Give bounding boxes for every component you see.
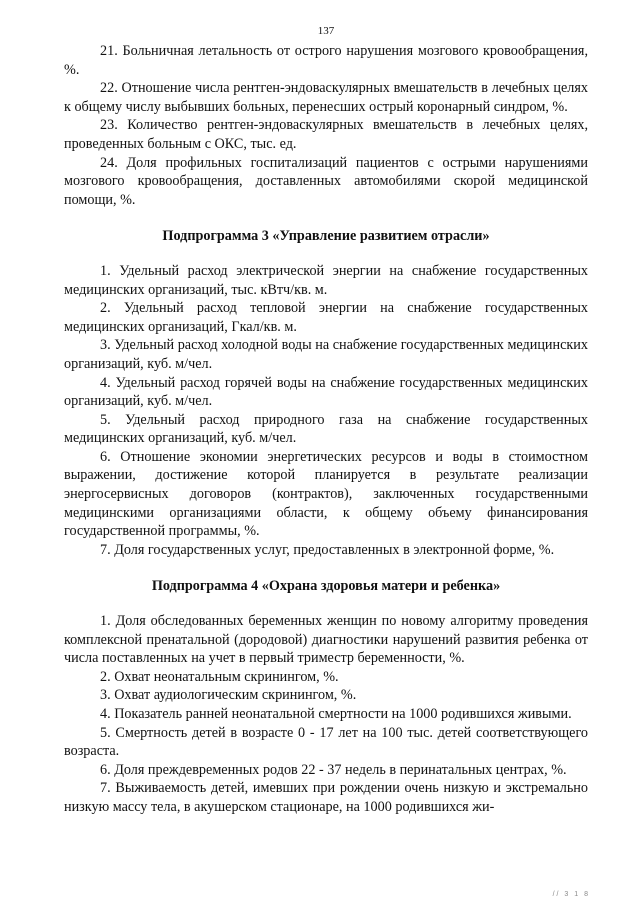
list-item: 4. Показатель ранней неонатальной смертности на 1000 родившихся живыми. bbox=[100, 706, 572, 722]
list-item: 3. Удельный расход холодной воды на снабжение государственных медицинских организаций, куб. м/чел. bbox=[64, 337, 588, 372]
document-page bbox=[64, 24, 588, 817]
list-item: 24. Доля профильных госпитализаций пациентов с острыми нарушениями мозгового кровообращения, доставленных автомобилями скорой медицинской помощи, %. bbox=[64, 154, 588, 208]
list-item: 23. Количество рентген-эндоваскулярных вмешательств в лечебных целях, проведенных больным с ОКС, тыс. ед. bbox=[64, 117, 588, 152]
list-item: 7. Выживаемость детей, имевших при рождении очень низкую и экстремально низкую массу тела, в акушерском стационаре, на 1000 родившихся жи- bbox=[64, 780, 588, 815]
list-item: 3. Охват аудиологическим скринингом, %. bbox=[100, 687, 357, 704]
spacer bbox=[64, 209, 588, 227]
list-item: 1. Доля обследованных беременных женщин по новому алгоритму проведения комплексной пренатальной (дородовой) диагностики нарушений развития ребенка от числа поставленных на учет в первый триместр беременности, %. bbox=[64, 613, 588, 667]
page-number: 137 bbox=[317, 25, 335, 37]
spacer bbox=[64, 596, 588, 612]
list-item: 2. Охват неонатальным скринингом, %. bbox=[100, 668, 339, 685]
list-item: 4. Удельный расход горячей воды на снабжение государственных медицинских организаций, куб. м/чел. bbox=[64, 374, 588, 410]
section-heading-subprogram-4: Подпрограмма 4 «Охрана здоровья матери и ребенка» bbox=[151, 578, 501, 595]
list-item: 6. Доля преждевременных родов 22 - 37 недель в перинатальных центрах, %. bbox=[100, 761, 567, 778]
list-item: 2. Удельный расход тепловой энергии на снабжение государственных медицинских организаций, Гкал/кв. м. bbox=[64, 300, 588, 335]
list-item: 5. Смертность детей в возрасте 0 - 17 лет на 100 тыс. детей соответствующего возраста. bbox=[64, 724, 588, 760]
list-item: 1. Удельный расход электрической энергии на снабжение государственных медицинских организаций, тыс. кВтч/кв. м. bbox=[64, 262, 588, 298]
spacer bbox=[64, 246, 588, 262]
section-heading-subprogram-3: Подпрограмма 3 «Управление развитием отрасли» bbox=[162, 228, 490, 245]
list-item: 6. Отношение экономии энергетических ресурсов и воды в стоимостном выражении, достижение которой планируется в результате реализации энергосервисных договоров (контрактов), заключенных государственными медицинскими организациями области, к общему объему финансирования государственной программы, %. bbox=[64, 448, 588, 540]
spacer bbox=[64, 559, 588, 577]
list-item: 5. Удельный расход природного газа на снабжение государственных медицинских организаций, куб. м/чел. bbox=[64, 411, 588, 447]
list-item: 7. Доля государственных услуг, предоставленных в электронной форме, %. bbox=[100, 541, 555, 558]
list-item: 22. Отношение числа рентген-эндоваскулярных вмешательств в лечебных целях к общему числу выбывших больных, перенесших острый коронарный синдром, %. bbox=[64, 80, 588, 115]
list-item: 21. Больничная летальность от острого нарушения мозгового кровообращения, %. bbox=[64, 43, 588, 78]
footer-mark: // 3 1 8 bbox=[552, 891, 590, 898]
